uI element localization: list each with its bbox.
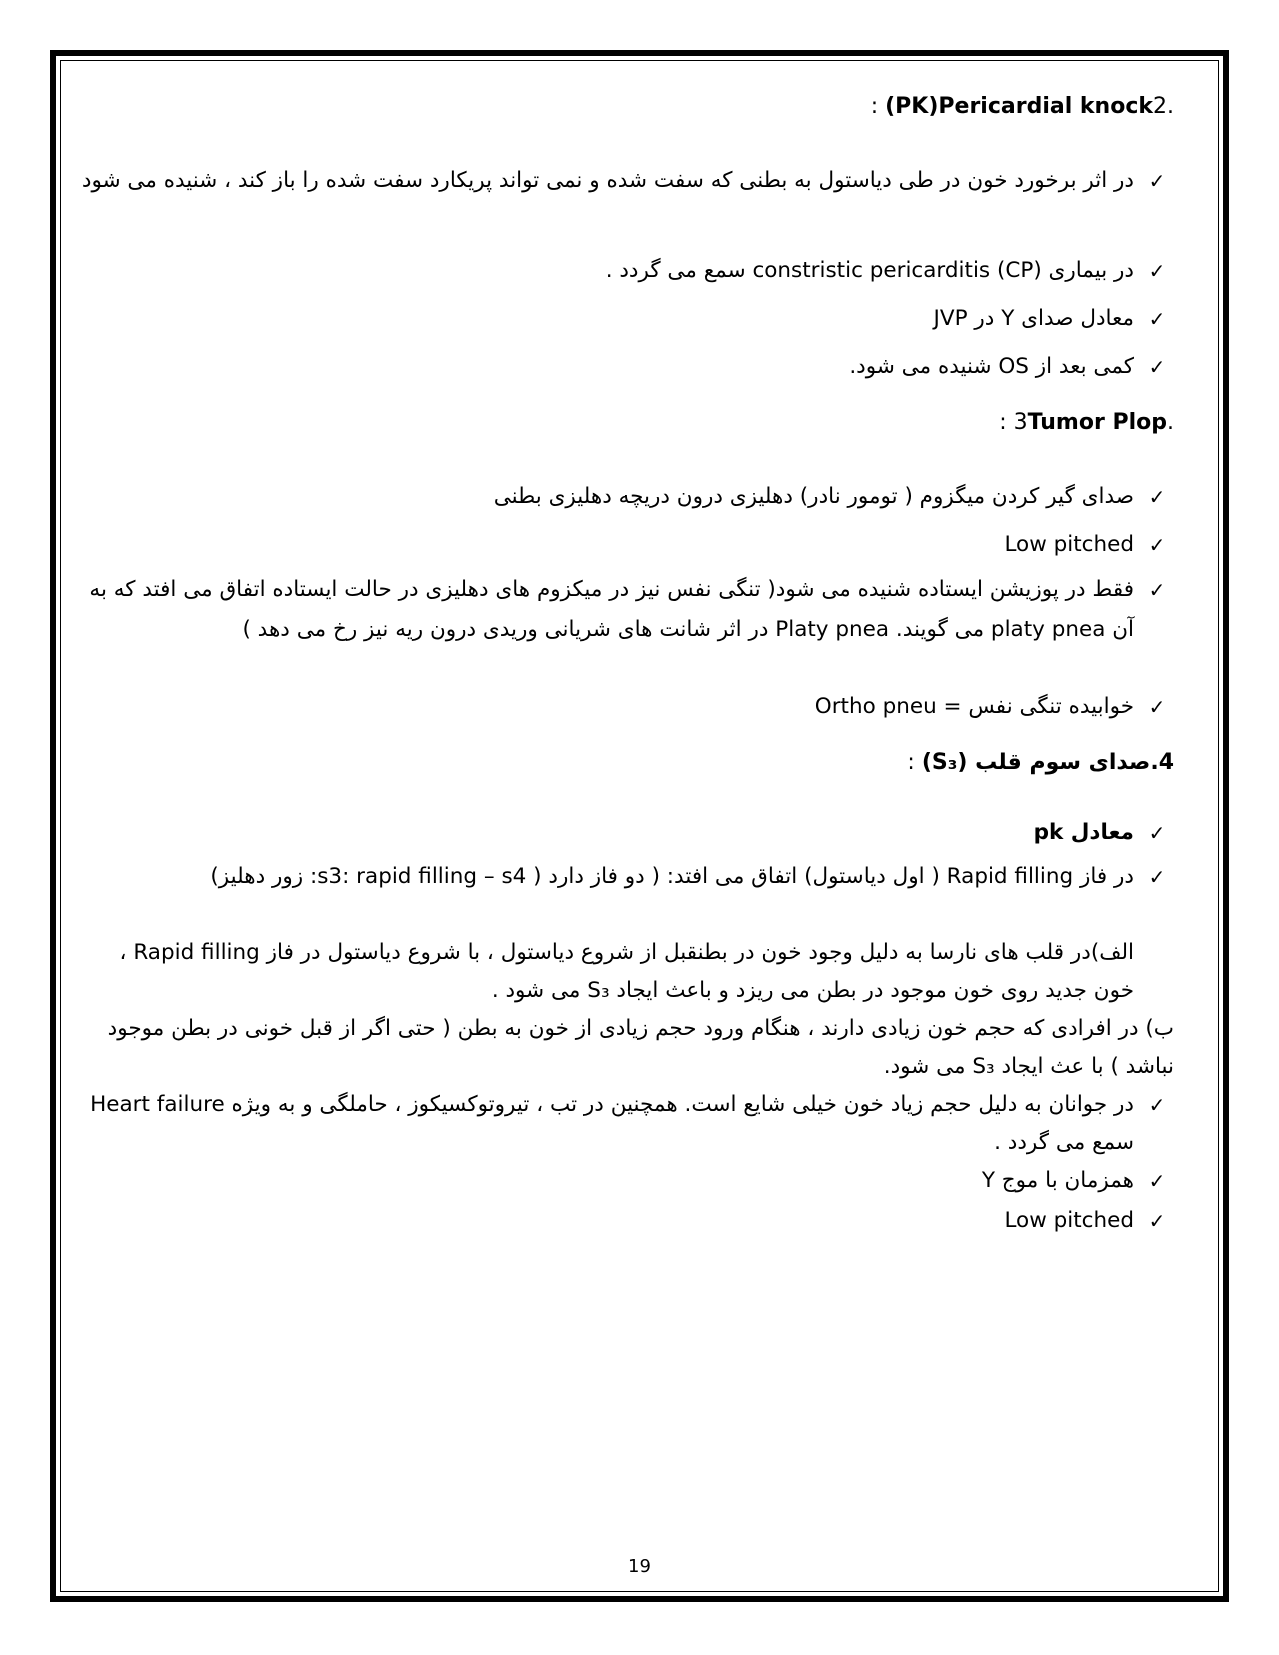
section-2-item-text: کمی بعد از OS شنیده می شود. xyxy=(849,354,1134,379)
checkmark-icon: ✓ xyxy=(1148,355,1166,379)
checkmark-icon: ✓ xyxy=(1148,1169,1166,1193)
checkmark-icon: ✓ xyxy=(1148,1093,1166,1117)
paragraph-b: ب) در افرادی که حجم خون زیادی دارند ، هنگام ورود حجم زیادی از خون به بطن ( حتی اگر از قبل خونی در بطن موجود نباشد ) با عث ایجاد S₃ می شود. xyxy=(107,1016,1174,1079)
section-4-item-text: همزمان با موج Y xyxy=(981,1168,1134,1193)
section-4-number: 4. xyxy=(1150,750,1174,775)
section-3-item xyxy=(78,526,1174,564)
checkmark-icon: ✓ xyxy=(1148,533,1166,557)
section-3-item-text: Low pitched xyxy=(1004,532,1134,557)
checkmark-icon: ✓ xyxy=(1148,578,1166,602)
section-2-item-text: معادل صدای Y در JVP xyxy=(933,306,1134,331)
section-4-heading xyxy=(78,748,1174,778)
section-4-item-text: در جوانان به دلیل حجم زیاد خون خیلی شایع است. همچنین در تب ، تیروتوکسیکوز ، حاملگی و به ویژه Heart failure سمع می گردد . xyxy=(90,1092,1134,1155)
section-4-item xyxy=(78,814,1174,852)
section-2-heading xyxy=(78,92,1174,122)
section-3-number: .3 xyxy=(1013,410,1174,435)
checkmark-icon: ✓ xyxy=(1148,485,1166,509)
checkmark-icon: ✓ xyxy=(1148,865,1166,889)
section-4-item xyxy=(78,858,1174,934)
section-4-item xyxy=(78,1162,1174,1200)
checkmark-icon: ✓ xyxy=(1148,307,1166,331)
section-3-heading xyxy=(78,408,1174,438)
section-2-title: (PK)Pericardial knock xyxy=(885,94,1153,119)
section-4-colon: : xyxy=(907,750,915,775)
checkmark-icon: ✓ xyxy=(1148,169,1166,193)
section-2-item-text: در اثر برخورد خون در طی دیاستول به بطنی که سفت شده و نمی تواند پریکارد سفت شده را باز کند ، شنیده می شود xyxy=(81,168,1134,193)
checkmark-icon: ✓ xyxy=(1148,821,1166,845)
section-3-title: Tumor Plop xyxy=(1027,410,1167,435)
section-3-item-text: فقط در پوزیشن ایستاده شنیده می شود( تنگی نفس نیز در میکزوم های دهلیزی در حالت ایستاده اتفاق می افتد که به آن platy pnea می گویند. Platy pnea در اثر شانت های شریانی وریدی درون ریه نیز رخ می دهد ) xyxy=(89,577,1134,642)
document-body xyxy=(78,92,1174,1240)
checkmark-icon: ✓ xyxy=(1148,259,1166,283)
section-3-item xyxy=(78,570,1174,684)
section-2-item xyxy=(78,348,1174,386)
section-3-item-text: خوابیده تنگی نفس = Ortho pneu xyxy=(814,694,1134,719)
section-2-number: .2 xyxy=(1153,94,1174,119)
section-4-item xyxy=(78,1202,1174,1240)
section-4-title: صدای سوم قلب (S₃) xyxy=(921,750,1151,775)
section-2-item xyxy=(78,300,1174,338)
section-3-item xyxy=(78,688,1174,726)
section-3-item-text: صدای گیر کردن میگزوم ( تومور نادر) دهلیزی درون دریچه دهلیزی بطنی xyxy=(493,484,1134,509)
checkmark-icon: ✓ xyxy=(1148,695,1166,719)
checkmark-icon: ✓ xyxy=(1148,1209,1166,1233)
section-3-item xyxy=(78,478,1174,516)
paragraph-a: الف)در قلب های نارسا به دلیل وجود خون در بطنقبل از شروع دیاستول ، با شروع دیاستول در فاز Rapid filling ، خون جدید روی خون موجود در بطن می ریزد و باعث ایجاد S₃ می شود . xyxy=(119,940,1134,1003)
section-4-item-text: در فاز Rapid filling ( اول دیاستول) اتفاق می افتد: ( دو فاز دارد ( s3: rapid filling – s4: زور دهلیز) xyxy=(210,864,1134,889)
section-2-item xyxy=(78,252,1174,290)
section-2-item-text: در بیماری constristic pericarditis (CP) سمع می گردد . xyxy=(605,258,1134,283)
section-4-item-text: معادل pk xyxy=(1033,820,1134,845)
section-2-item xyxy=(78,162,1174,238)
section-4-item xyxy=(78,1086,1174,1162)
section-4-item-text: Low pitched xyxy=(1004,1208,1134,1233)
page-number: 19 xyxy=(628,1556,651,1577)
section-2-colon: : xyxy=(870,94,879,119)
section-3-colon: : xyxy=(999,410,1007,435)
